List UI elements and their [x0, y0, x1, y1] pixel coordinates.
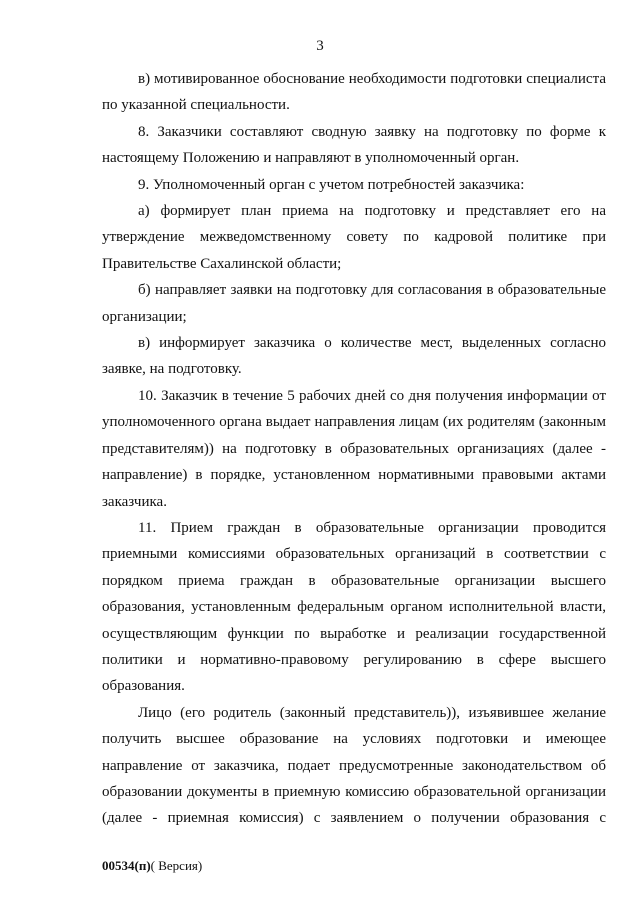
footer-version-label: ( Версия) — [150, 858, 203, 873]
paragraph-9v: в) информирует заказчика о количестве мест, выделенных согласно заявке, на подготовку. — [102, 335, 606, 378]
paragraph-11-continuation: Лицо (его родитель (законный представитель)), изъявившее желание получить высшее образование на условиях подготовки и имеющее направление от заказчика, подает предусмотренные законодательством об образовании документы в приемную комиссию образовательной организации (далее - приемная комиссия) с заявлением о получении образования с — [102, 704, 606, 827]
paragraph-8: 8. Заказчики составляют сводную заявку на подготовку по форме к настоящему Положению и направляют в уполномоченный орган. — [102, 123, 606, 167]
paragraph-11: 11. Прием граждан в образовательные организации проводится приемными комиссиями образовательных организаций в соответствии с порядком приема граждан в образовательные организации высшего образования, установленным федеральным органом исполнительной власти, осуществляющим функции по выработке и реализации государственной политики и нормативно-правовому регулированию в сфере высшего образования. — [102, 519, 606, 695]
paragraph-9: 9. Уполномоченный орган с учетом потребностей заказчика: — [138, 176, 525, 193]
paragraph-9b: б) направляет заявки на подготовку для согласования в образовательные организации; — [102, 282, 606, 325]
page-number: 3 — [316, 38, 324, 54]
document-body — [102, 66, 606, 832]
document-footer — [102, 858, 202, 874]
paragraph-7v: в) мотивированное обоснование необходимости подготовки специалиста по указанной специальности. — [102, 71, 606, 114]
paragraph-9a: а) формирует план приема на подготовку и представляет его на утверждение межведомственному совету по кадровой политике при Правительстве Сахалинской области; — [102, 203, 606, 272]
footer-document-code: 00534(п) — [102, 858, 151, 873]
paragraph-10: 10. Заказчик в течение 5 рабочих дней со дня получения информации от уполномоченного органа выдает направления лицам (их родителям (законным представителям)) на подготовку в образовательных организациях (далее - направление) в порядке, установленном нормативными правовыми актами заказчика. — [102, 387, 606, 510]
